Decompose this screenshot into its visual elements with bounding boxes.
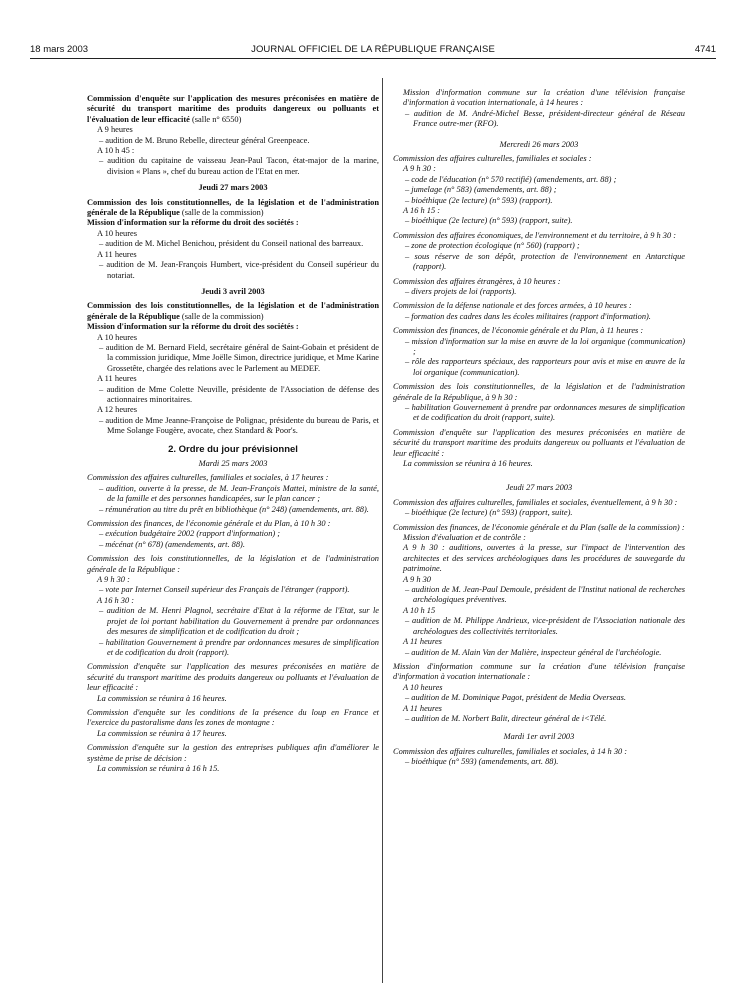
time-slot: A 10 heures (403, 682, 443, 692)
agenda-item: – mécénat (n° 678) (amendements, art. 88). (99, 539, 245, 549)
agenda-item: – audition du capitaine de vaisseau Jean-Paul Tacon, état-major de la marine, division « Plans », chef du bureau action de l'Etat en mer. (99, 156, 379, 176)
commission-title: Commission des affaires culturelles, familiales et sociales, à 14 h 30 : (393, 746, 628, 756)
commission-title: Commission des finances, de l'économie générale et du Plan, à 10 h 30 : (87, 519, 331, 529)
left-column (87, 94, 379, 774)
section-heading: 2. Ordre du jour prévisionnel (168, 443, 298, 455)
commission-title: Commission des affaires étrangères, à 10 heures : (393, 276, 561, 286)
agenda-item: – bioéthique (2e lecture) (n° 593) (rapport, suite). (405, 508, 573, 518)
agenda-item: – exécution budgétaire 2002 (rapport d'information) ; (99, 529, 281, 539)
agenda-item: – audition de M. Philippe Andrieux, vice-président de l'Association nationale des archéologues des collectivités territoriales. (405, 616, 685, 636)
agenda-item: – code de l'éducation (n° 570 rectifié) (amendements, art. 88) ; (405, 174, 617, 184)
agenda-item: – audition de M. Jean-François Humbert, vice-président du Conseil supérieur du notariat. (99, 260, 379, 280)
day-heading: Jeudi 27 mars 2003 (198, 183, 268, 193)
commission-title: Commission des affaires culturelles, familiales et sociales, éventuellement, à 9 h 30 : (393, 497, 678, 507)
time-slot: A 11 heures (403, 637, 442, 647)
mission-title: Mission d'information sur la réforme du droit des sociétés : (87, 322, 299, 332)
commission-title: Commission d'enquête sur l'application des mesures préconisées en matière de sécurité du transport maritime des produits dangereux ou polluants et l'évaluation de leur efficacité : (393, 427, 685, 458)
page-header (30, 44, 716, 58)
time-slot: A 16 h 30 : (97, 595, 135, 605)
agenda-item: – audition de M. Jean-Paul Demoule, président de l'Institut national de recherches archéologiques préventives. (405, 585, 685, 605)
commission-title: Commission des affaires culturelles, familiales et sociales : (393, 154, 592, 164)
time-slot: A 10 h 45 : (97, 146, 135, 156)
day-heading: Jeudi 3 avril 2003 (201, 286, 265, 296)
day-heading: Mardi 1er avril 2003 (503, 732, 575, 742)
meeting-note: La commission se réunira à 16 heures. (403, 459, 533, 468)
agenda-item: – vote par Internet Conseil supérieur des Français de l'étranger (rapport). (99, 585, 350, 595)
agenda-item: – audition, ouverte à la presse, de M. Jean-François Mattei, ministre de la santé, de la famille et des personnes handicapées, sur le plan cancer ; (99, 483, 379, 504)
agenda-item: – sous réserve de son dépôt, protection de l'environnement en Antarctique (rapport). (405, 251, 685, 272)
time-slot: A 9 h 30 : (403, 164, 436, 174)
mission-title: Mission d'évaluation et de contrôle : (403, 533, 526, 543)
agenda-item: – formation des cadres dans les écoles militaires (rapport d'information). (405, 311, 651, 321)
agenda-item: – audition de Mme Jeanne-Françoise de Polignac, présidente du bureau de Paris, et Mme Solange Fougère, avocate, chez Standard & Poor's. (99, 415, 379, 436)
time-slot: A 9 heures (97, 125, 133, 135)
agenda-item: – audition de M. Bruno Rebelle, directeur général Greenpeace. (99, 135, 310, 145)
agenda-item: – audition de M. Dominique Pagot, président de Media Overseas. (405, 693, 626, 703)
commission-title: Commission des lois constitutionnelles, de la législation et de l'administration générale de la République (salle de la commission) (87, 301, 379, 321)
commission-title: Commission des lois constitutionnelles, de la législation et de l'administration générale de la République, à 9 h 30 : (393, 382, 685, 402)
time-slot: A 12 heures (97, 405, 138, 415)
agenda-item: – audition de M. Bernard Field, secrétaire général de Saint-Gobain et président de la commission juridique, Mme Joëlle Simon, directrice juridique, et Mme Karine Grossetête, chargée des relations avec le Parlement au MEDEF. (99, 342, 379, 373)
commission-title: Mission d'information commune sur la création d'une télévision française d'information à vocation internationale, à 14 heures : (403, 88, 685, 108)
time-slot: A 16 h 15 : (403, 206, 441, 216)
agenda-item: – habilitation Gouvernement à prendre par ordonnances mesures de simplification et de codification du droit (rapport). (99, 637, 379, 657)
day-heading: Jeudi 27 mars 2003 (505, 483, 573, 493)
header-page-number: 4741 (694, 44, 716, 55)
commission-title: Commission des affaires culturelles, familiales et sociales, à 17 heures : (87, 473, 329, 483)
agenda-item: – zone de protection écologique (n° 560) (rapport) ; (405, 241, 580, 251)
agenda-item: – bioéthique (n° 593) (amendements, art. 88). (405, 757, 559, 767)
commission-title: Commission des lois constitutionnelles, de la législation et de l'administration générale de la République : (87, 554, 379, 574)
time-slot: A 10 heures (97, 332, 138, 342)
agenda-item: – audition de Mme Colette Neuville, présidente de l'Association de défense des actionnaires minoritaires. (99, 384, 379, 404)
commission-title: Commission des finances, de l'économie générale et du Plan, à 11 heures : (393, 326, 644, 336)
time-slot: A 11 heures (403, 703, 442, 713)
commission-title: Commission d'enquête sur l'application des mesures préconisées en matière de sécurité du transport maritime des produits dangereux ou polluants et l'évaluation de leur efficacité : (87, 662, 379, 693)
meeting-note: La commission se réunira à 16 heures. (97, 693, 227, 703)
mission-title: Mission d'information sur la réforme du droit des sociétés : (87, 218, 299, 228)
commission-title: Commission des affaires économiques, de l'environnement et du territoire, à 9 h 30 : (393, 230, 677, 240)
agenda-item: – jumelage (n° 583) (amendements, art. 88) ; (405, 185, 557, 195)
agenda-item: – mission d'information sur la mise en œuvre de la loi organique (communication) ; (405, 336, 685, 356)
agenda-item: – audition de M. Michel Benichou, président du Conseil national des barreaux. (99, 239, 364, 249)
meeting-note: La commission se réunira à 16 h 15. (97, 763, 220, 773)
time-slot: A 11 heures (97, 374, 137, 384)
commission-title: Commission des lois constitutionnelles, de la législation et de l'administration générale de la République (salle de la commission) (87, 197, 379, 218)
header-date: 18 mars 2003 (30, 44, 89, 55)
agenda-item: – audition de M. Henri Plagnol, secrétaire d'Etat à la réforme de l'Etat, sur le projet de loi portant habilitation du Gouvernement à prendre par ordonnances des mesures de simplification et de codification du droit ; (99, 606, 379, 637)
agenda-item: – audition de M. Norbert Balit, directeur général de i<Télé. (405, 713, 607, 723)
commission-title: Mission d'information commune sur la création d'une télévision française d'information à vocation internationale : (393, 661, 685, 682)
time-slot: A 9 h 30 : (97, 575, 130, 585)
meeting-note: La commission se réunira à 17 heures. (97, 728, 227, 738)
header-title: JOURNAL OFFICIEL DE LA RÉPUBLIQUE FRANÇAISE (251, 44, 495, 55)
time-slot: A 10 heures (97, 228, 138, 238)
time-slot: A 9 h 30 (403, 574, 431, 584)
agenda-item: – rôle des rapporteurs spéciaux, des rapporteurs pour avis et mise en œuvre de la loi organique (communication). (405, 357, 685, 377)
agenda-item: – bioéthique (2e lecture) (n° 593) (rapport, suite). (405, 216, 573, 226)
time-slot: A 10 h 15 (403, 605, 436, 615)
agenda-item: – divers projets de loi (rapports). (405, 286, 517, 296)
time-slot: A 9 h 30 : auditions, ouvertes à la presse, sur l'impact de l'intervention des architectes et des services archéologiques dans les procédures de sauvegarde du patrimoine. (403, 543, 685, 574)
agenda-item: – audition de M. Alain Van der Malière, inspecteur général de l'archéologie. (405, 647, 662, 657)
agenda-item: – rémunération au titre du prêt en bibliothèque (n° 248) (amendements, art. 88). (99, 504, 369, 514)
agenda-item: – audition de M. André-Michel Besse, président-directeur général de Réseau France outre-mer (RFO). (405, 108, 685, 129)
agenda-item: – habilitation Gouvernement à prendre par ordonnances mesures de simplification et de codification du droit (rapport, suite). (405, 402, 685, 423)
column-divider (382, 78, 383, 983)
header-rule (30, 58, 716, 59)
commission-title: Commission d'enquête sur la gestion des entreprises publiques afin d'améliorer le système de prise de décision : (87, 743, 379, 763)
day-heading: Mardi 25 mars 2003 (198, 459, 268, 468)
day-heading: Mercredi 26 mars 2003 (499, 139, 579, 149)
time-slot: A 11 heures (97, 249, 137, 259)
agenda-item: – bioéthique (2e lecture) (n° 593) (rapport). (405, 195, 553, 205)
commission-title: Commission d'enquête sur les conditions de la présence du loup en France et l'exercice du pastoralisme dans les zones de montagne : (87, 707, 379, 728)
commission-title: Commission de la défense nationale et des forces armées, à 10 heures : (393, 301, 632, 311)
commission-title: Commission d'enquête sur l'application des mesures préconisées en matière de sécurité du transport maritime des produits dangereux ou polluants et l'évaluation de leur efficacité (salle n° 6550) (87, 94, 379, 124)
commission-title: Commission des finances, de l'économie générale et du Plan (salle de la commission) : (393, 522, 685, 532)
right-column (393, 88, 685, 768)
